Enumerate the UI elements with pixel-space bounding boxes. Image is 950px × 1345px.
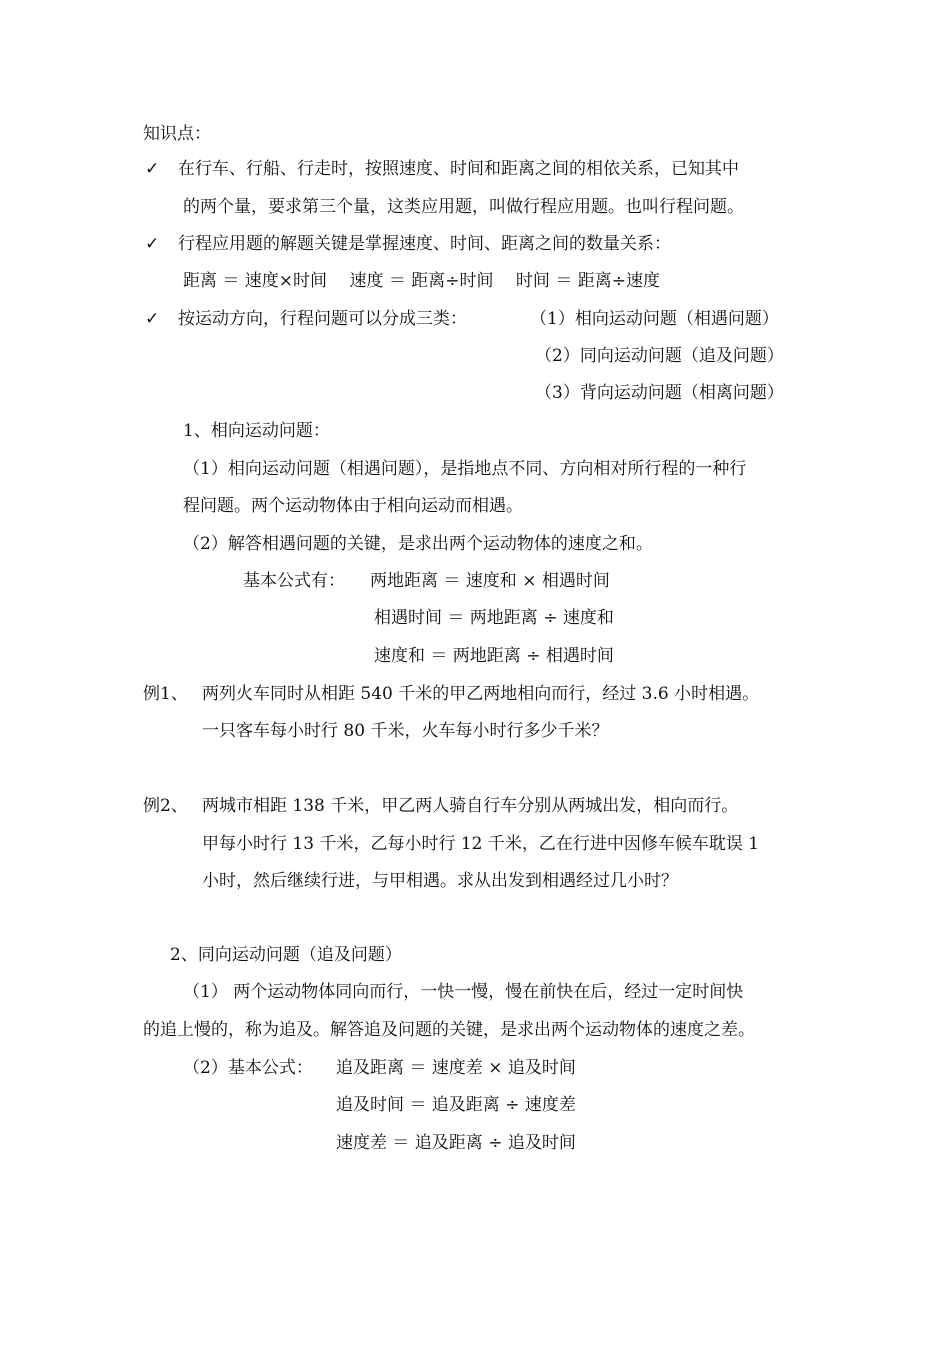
knowledge-heading: 知识点： (143, 124, 211, 144)
section2-formula: 追及距离 ＝ 速度差 × 追及时间 (336, 1058, 576, 1078)
check-icon: ✓ (145, 234, 160, 254)
section2-formula: 追及时间 ＝ 追及距离 ÷ 速度差 (336, 1095, 576, 1115)
section1-title: 1、相向运动问题： (183, 421, 330, 441)
basic-formulas: 距离 ＝ 速度×时间 速度 ＝ 距离÷时间 时间 ＝ 距离÷速度 (183, 271, 660, 291)
bullet3-text: 按运动方向，行程问题可以分成三类： (178, 309, 467, 329)
category-item: （3）背向运动问题（相离问题） (535, 383, 784, 403)
example1-line1: 两列火车同时从相距 540 千米的甲乙两地相向而行，经过 3.6 小时相遇。 (202, 684, 760, 704)
section2-p1-line1: （1） 两个运动物体同向而行，一快一慢，慢在前快在后，经过一定时间快 (183, 982, 744, 1002)
check-icon: ✓ (145, 309, 160, 329)
section1-formula-label: 基本公式有： (243, 571, 345, 591)
section1-formula: 相遇时间 ＝ 两地距离 ÷ 速度和 (374, 608, 614, 628)
bullet2-line1: 行程应用题的解题关键是掌握速度、时间、距离之间的数量关系： (178, 234, 671, 254)
bullet1-line2: 的两个量，要求第三个量，这类应用题，叫做行程应用题。也叫行程问题。 (183, 197, 744, 217)
example1-line2: 一只客车每小时行 80 千米，火车每小时行多少千米？ (202, 721, 609, 741)
example2-label: 例2、 (143, 796, 188, 816)
example2-line3: 小时，然后继续行进，与甲相遇。求从出发到相遇经过几小时？ (202, 871, 678, 891)
section1-p2: （2）解答相遇问题的关键，是求出两个运动物体的速度之和。 (183, 534, 653, 554)
section1-formula: 速度和 ＝ 两地距离 ÷ 相遇时间 (374, 646, 614, 666)
section2-p1-line2: 的追上慢的，称为追及。解答追及问题的关键，是求出两个运动物体的速度之差。 (143, 1020, 755, 1040)
bullet1-line1: 在行车、行船、行走时，按照速度、时间和距离之间的相依关系，已知其中 (178, 159, 739, 179)
category-item: （1）相向运动问题（相遇问题） (530, 309, 779, 329)
example2-line1: 两城市相距 138 千米，甲乙两人骑自行车分别从两城出发，相向而行。 (202, 796, 739, 816)
example1-label: 例1、 (143, 684, 188, 704)
section2-formula-label: （2）基本公式： (183, 1058, 313, 1078)
category-item: （2）同向运动问题（追及问题） (535, 346, 784, 366)
section1-formula: 两地距离 ＝ 速度和 × 相遇时间 (370, 571, 610, 591)
section1-p1-line1: （1）相向运动问题（相遇问题），是指地点不同、方向相对所行程的一种行 (183, 459, 747, 479)
section2-title: 2、同向运动问题（追及问题） (170, 945, 402, 965)
example2-line2: 甲每小时行 13 千米，乙每小时行 12 千米，乙在行进中因修车候车耽误 1 (202, 834, 760, 854)
section1-p1-line2: 程问题。两个运动物体由于相向运动而相遇。 (183, 496, 523, 516)
check-icon: ✓ (145, 159, 160, 179)
section2-formula: 速度差 ＝ 追及距离 ÷ 追及时间 (336, 1133, 576, 1153)
